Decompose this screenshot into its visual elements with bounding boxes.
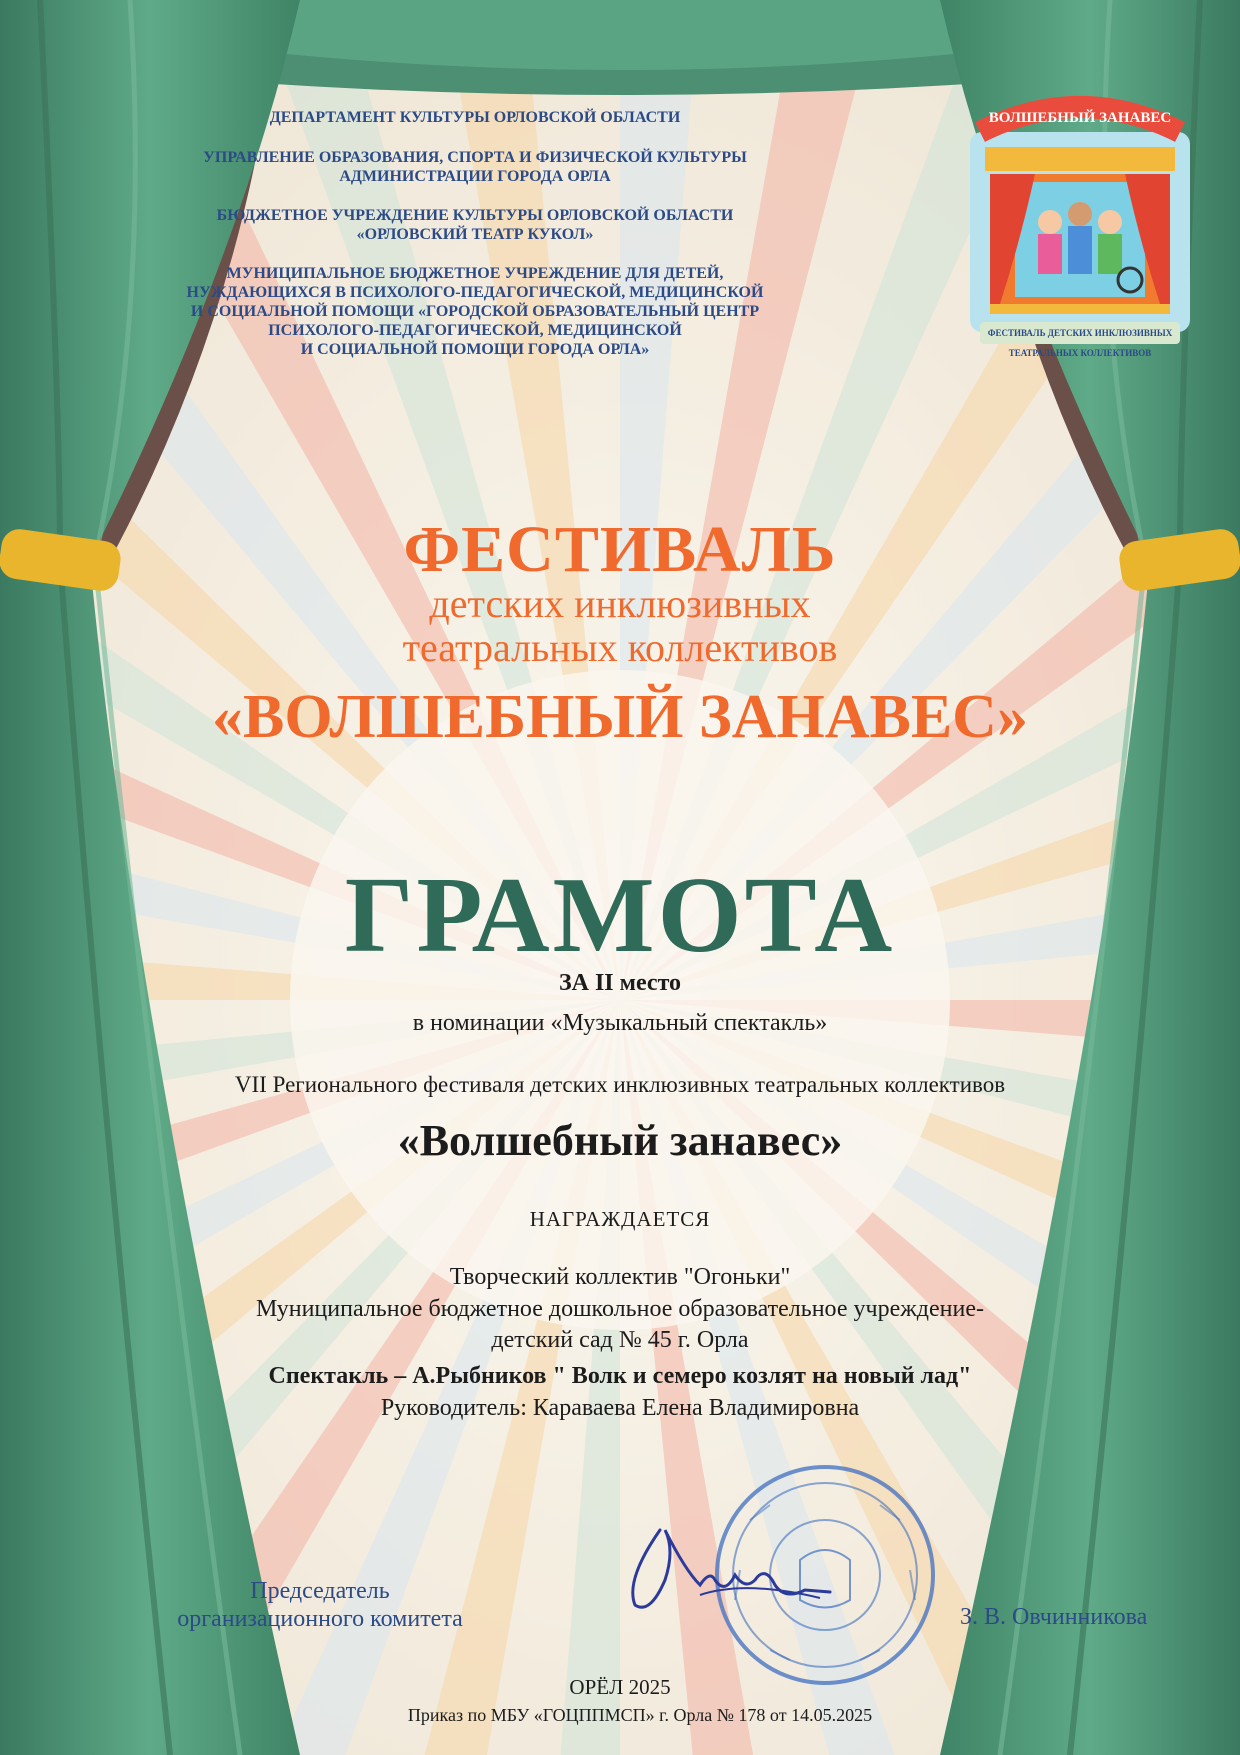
festival-name: «ВОЛШЕБНЫЙ ЗАНАВЕС» [212, 683, 1028, 751]
certificate-heading: ГРАМОТА [344, 856, 896, 975]
city-year: ОРЁЛ 2025 [569, 1675, 671, 1699]
recipient-collective: Творческий коллектив "Огоньки" [449, 1264, 791, 1290]
signatory-name: З. В. Овчинникова [960, 1604, 1148, 1630]
festival-logo [960, 92, 1200, 372]
recipient-institution-line1: Муниципальное бюджетное дошкольное образовательное учреждение- [256, 1296, 984, 1322]
organizer-education-department: УПРАВЛЕНИЕ ОБРАЗОВАНИЯ, СПОРТА И ФИЗИЧЕСКОЙ КУЛЬТУРЫ АДМИНИСТРАЦИИ ГОРОДА ОРЛА [203, 149, 747, 185]
recipient-institution-line2: детский сад № 45 г. Орла [491, 1327, 749, 1353]
awarded-label: НАГРАЖДАЕТСЯ [529, 1207, 711, 1231]
festival-name-quoted: «Волшебный занавес» [397, 1116, 843, 1165]
award-nomination: в номинации «Музыкальный спектакль» [412, 1010, 828, 1036]
festival-full-name: VII Регионального фестиваля детских инклюзивных театральных коллективов [234, 1072, 1006, 1097]
festival-title: ФЕСТИВАЛЬ [403, 513, 837, 586]
recipient-leader: Руководитель: Караваева Елена Владимировна [380, 1395, 860, 1421]
order-reference: Приказ по МБУ «ГОЦППМСП» г. Орла № 178 от 14.05.2025 [407, 1705, 873, 1725]
svg-text:ТЕАТРАЛЬНЫХ КОЛЛЕКТИВОВ: ТЕАТРАЛЬНЫХ КОЛЛЕКТИВОВ [1008, 348, 1152, 358]
award-place: ЗА II место [558, 970, 682, 996]
organizer-psych-center: МУНИЦИПАЛЬНОЕ БЮДЖЕТНОЕ УЧРЕЖДЕНИЕ ДЛЯ ДЕТЕЙ, НУЖДАЮЩИХСЯ В ПСИХОЛОГО-ПЕДАГОГИЧЕСКОЙ, МЕДИЦИНСКОЙ И СОЦИАЛЬНОЙ ПОМОЩИ «ГОРОДСКОЙ ОБРАЗОВАТЕЛЬНЫЙ ЦЕНТР ПСИХОЛОГО-ПЕДАГОГИЧЕСКОЙ, МЕДИЦИНСКОЙ И СОЦИАЛЬНОЙ ПОМОЩИ ГОРОДА ОРЛА» [186, 265, 764, 358]
recipient-performance: Спектакль – А.Рыбников " Волк и семеро козлят на новый лад" [268, 1363, 972, 1389]
organizer-department: ДЕПАРТАМЕНТ КУЛЬТУРЫ ОРЛОВСКОЙ ОБЛАСТИ [269, 109, 681, 126]
svg-text:ВОЛШЕБНЫЙ ЗАНАВЕС: ВОЛШЕБНЫЙ ЗАНАВЕС [988, 110, 1172, 126]
festival-subtitle-line1: детских инклюзивных [429, 581, 811, 626]
organizer-puppet-theatre: БЮДЖЕТНОЕ УЧРЕЖДЕНИЕ КУЛЬТУРЫ ОРЛОВСКОЙ ОБЛАСТИ «ОРЛОВСКИЙ ТЕАТР КУКОЛ» [216, 207, 734, 243]
signatory-role: Председатель организационного комитета [177, 1578, 463, 1632]
festival-subtitle-line2: театральных коллективов [402, 625, 838, 670]
handwritten-signature [605, 1510, 835, 1620]
svg-text:ФЕСТИВАЛЬ ДЕТСКИХ ИНКЛЮЗИВНЫХ: ФЕСТИВАЛЬ ДЕТСКИХ ИНКЛЮЗИВНЫХ [987, 328, 1173, 338]
